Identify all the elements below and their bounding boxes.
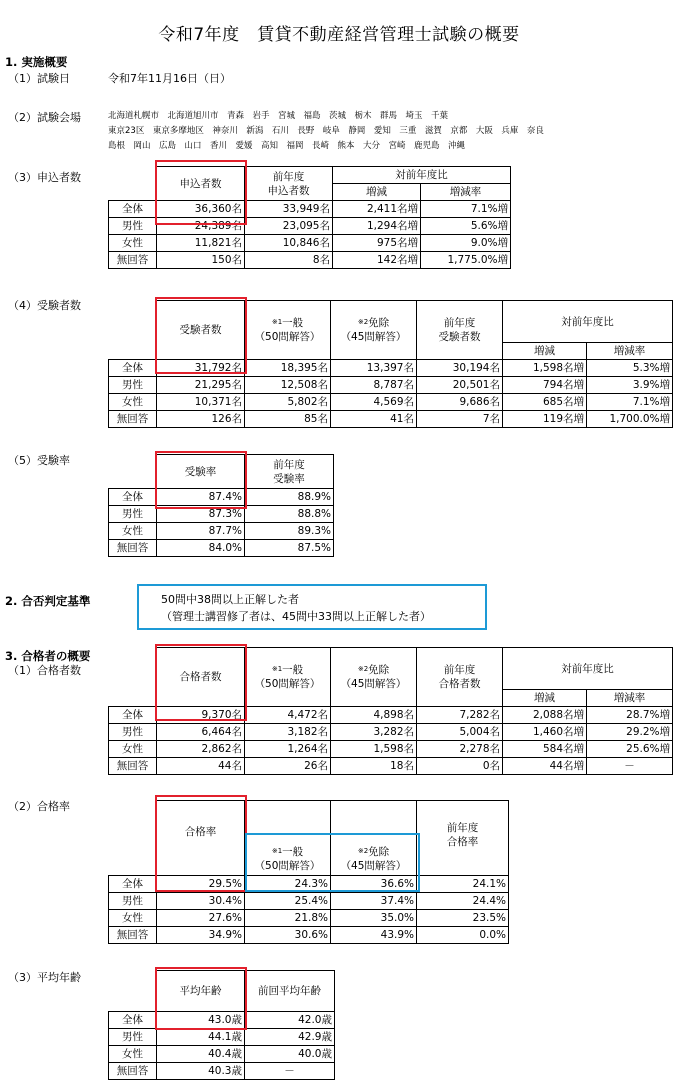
rate-header: 増減率 <box>587 343 673 360</box>
prev-exam-rate-header: 前年度 受験率 <box>245 455 334 489</box>
pass-rate-header: 合格率 <box>157 801 245 876</box>
table-row: 男性 87.3% 88.8% <box>109 506 334 523</box>
table-row: 全体 87.4% 88.9% <box>109 489 334 506</box>
table-row: 女性 87.7% 89.3% <box>109 523 334 540</box>
diff-header: 増減 <box>503 690 587 707</box>
diff-header: 増減 <box>503 343 587 360</box>
avg-age-label: （3）平均年齢 <box>8 971 81 984</box>
table-row: 全体 36,360名 33,949名 2,411名増 7.1%増 <box>109 201 511 218</box>
venue-line-1: 北海道札幌市 北海道旭川市 青森 岩手 宮城 福島 茨城 栃木 群馬 埼玉 千葉 <box>108 111 449 121</box>
section-heading-overview: 1. 実施概要 <box>5 55 68 69</box>
avg-age-header: 平均年齢 <box>157 971 245 1012</box>
criteria-line-1: 50問中38問以上正解した者 <box>161 593 299 606</box>
passers-table <box>108 647 673 775</box>
exam-date-label: （1）試験日 <box>8 72 70 85</box>
general-header: $^{※1}$一般 （50問解答） <box>245 648 331 707</box>
table-row: 男性 21,295名 12,508名 8,787名 20,501名 794名増 3.9%増 <box>109 377 673 394</box>
rate-header: 増減率 <box>587 690 673 707</box>
venue-line-3: 島根 岡山 広島 山口 香川 愛媛 高知 福岡 長崎 熊本 大分 宮崎 鹿児島 沖縄 <box>108 141 466 151</box>
diff-header: 増減 <box>333 184 421 201</box>
table-row: 無回答 40.3歳 － <box>109 1063 335 1080</box>
applicants-table <box>108 166 511 269</box>
year-on-year-header: 対前年度比 <box>333 167 511 184</box>
table-row: 全体 9,370名 4,472名 4,898名 7,282名 2,088名増 28.7%増 <box>109 707 673 724</box>
table-row: 女性 10,371名 5,802名 4,569名 9,686名 685名増 7.1%増 <box>109 394 673 411</box>
page-title: 令和7年度 賃貸不動産経営管理士試験の概要 <box>158 25 520 45</box>
passers-label: （1）合格者数 <box>8 664 81 677</box>
examinees-table <box>108 300 673 428</box>
year-on-year-header: 対前年度比 <box>503 648 673 690</box>
criteria-box <box>137 584 487 630</box>
prev-examinees-header: 前年度 受験者数 <box>417 301 503 360</box>
table-row: 無回答 84.0% 87.5% <box>109 540 334 557</box>
year-on-year-header: 対前年度比 <box>503 301 673 343</box>
table-row: 女性 27.6% 21.8% 35.0% 23.5% <box>109 910 509 927</box>
table-row: 全体 29.5% 24.3% 36.6% 24.1% <box>109 876 509 893</box>
exam-rate-label: （5）受験率 <box>8 454 70 467</box>
prev-pass-rate-header: 前年度 合格率 <box>417 801 509 876</box>
table-row: 男性 30.4% 25.4% 37.4% 24.4% <box>109 893 509 910</box>
pass-rate-label: （2）合格率 <box>8 800 70 813</box>
table-row: 全体 31,792名 18,395名 13,397名 30,194名 1,598名増 5.3%増 <box>109 360 673 377</box>
table-row: 男性 44.1歳 42.9歳 <box>109 1029 335 1046</box>
rate-header: 増減率 <box>421 184 511 201</box>
avg-age-table <box>108 970 335 1080</box>
applicants-header: 申込者数 <box>157 167 245 201</box>
exam-rate-table <box>108 454 334 557</box>
prev-avg-age-header: 前回平均年齢 <box>245 971 335 1012</box>
table-row: 女性 40.4歳 40.0歳 <box>109 1046 335 1063</box>
section-heading-passers: 3. 合格者の概要 <box>5 649 91 663</box>
pass-rate-table <box>108 800 509 944</box>
table-row: 全体 43.0歳 42.0歳 <box>109 1012 335 1029</box>
table-row: 男性 24,389名 23,095名 1,294名増 5.6%増 <box>109 218 511 235</box>
exam-date-value: 令和7年11月16日（日） <box>108 72 231 85</box>
exempt-header: $^{※2}$免除 （45問解答） <box>331 801 417 876</box>
venue-line-2: 東京23区 東京多摩地区 神奈川 新潟 石川 長野 岐阜 静岡 愛知 三重 滋賀 京都 大阪 兵庫 奈良 <box>108 126 544 136</box>
exam-rate-header: 受験率 <box>157 455 245 489</box>
table-row: 無回答 34.9% 30.6% 43.9% 0.0% <box>109 927 509 944</box>
prev-passers-header: 前年度 合格者数 <box>417 648 503 707</box>
table-row: 男性 6,464名 3,182名 3,282名 5,004名 1,460名増 29.2%増 <box>109 724 673 741</box>
applicants-label: （3）申込者数 <box>8 171 81 184</box>
section-heading-criteria: 2. 合否判定基準 <box>5 594 91 608</box>
venue-label: （2）試験会場 <box>8 111 81 124</box>
table-row: 女性 11,821名 10,846名 975名増 9.0%増 <box>109 235 511 252</box>
table-row: 無回答 44名 26名 18名 0名 44名増 － <box>109 758 673 775</box>
examinees-header: 受験者数 <box>157 301 245 360</box>
general-header: $^{※1}$一般 （50問解答） <box>245 801 331 876</box>
passers-header: 合格者数 <box>157 648 245 707</box>
table-row: 女性 2,862名 1,264名 1,598名 2,278名 584名増 25.6%増 <box>109 741 673 758</box>
table-row: 無回答 150名 8名 142名増 1,775.0%増 <box>109 252 511 269</box>
table-row: 無回答 126名 85名 41名 7名 119名増 1,700.0%増 <box>109 411 673 428</box>
examinees-label: （4）受験者数 <box>8 299 81 312</box>
criteria-line-2: （管理士講習修了者は、45問中33問以上正解した者） <box>161 610 431 623</box>
prev-applicants-header: 前年度 申込者数 <box>245 167 333 201</box>
exempt-header: $^{※2}$免除 （45問解答） <box>331 301 417 360</box>
general-header: $^{※1}$一般 （50問解答） <box>245 301 331 360</box>
exempt-header: $^{※2}$免除 （45問解答） <box>331 648 417 707</box>
